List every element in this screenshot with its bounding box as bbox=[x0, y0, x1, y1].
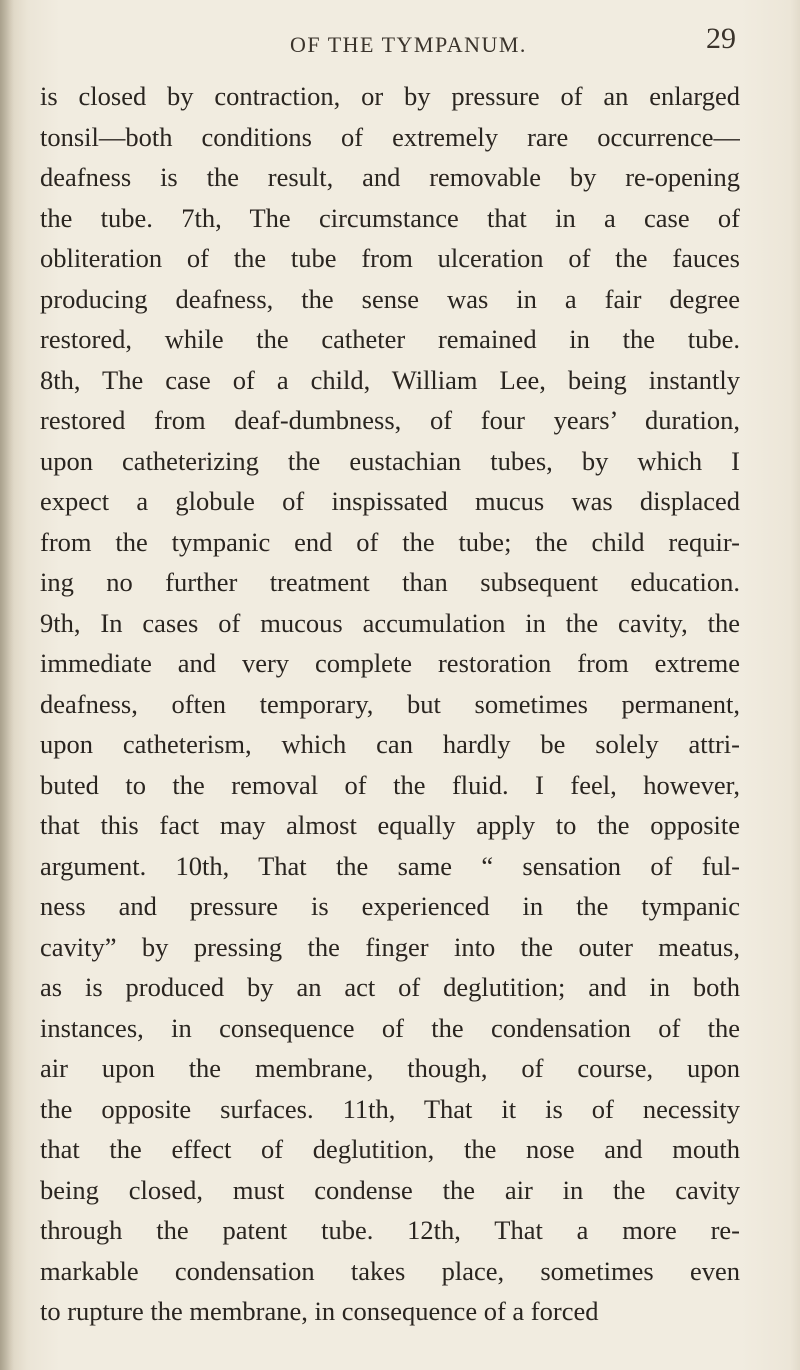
text-line: upon catheterizing the eustachian tubes, by which I bbox=[40, 445, 740, 476]
text-line: argument. 10th, That the same “ sensation of ful- bbox=[40, 850, 740, 881]
running-title: OF THE TYMPANUM. bbox=[290, 32, 527, 57]
text-line: immediate and very complete restoration from extreme bbox=[40, 648, 740, 678]
text-line: expect a globule of inspissated mucus was displaced bbox=[40, 486, 740, 516]
text-line: that the effect of deglutition, the nose and mouth bbox=[40, 1134, 740, 1164]
text-line: ing no further treatment than subsequent education. bbox=[40, 567, 740, 597]
text-line: ness and pressure is experienced in the tympanic bbox=[40, 891, 740, 921]
text-line: being closed, must condense the air in the cavity bbox=[40, 1174, 740, 1205]
text-line: 8th, The case of a child, William Lee, being instantly bbox=[40, 364, 740, 395]
running-head bbox=[0, 22, 800, 62]
text-line: from the tympanic end of the tube; the child requir- bbox=[40, 526, 740, 557]
text-line: restored, while the catheter remained in the tube. bbox=[40, 324, 740, 354]
text-line: producing deafness, the sense was in a fair degree bbox=[40, 283, 740, 314]
text-line: buted to the removal of the fluid. I feel, however, bbox=[40, 769, 740, 800]
body-text bbox=[40, 76, 740, 1332]
text-line: to rupture the membrane, in consequence of a forced bbox=[40, 1296, 599, 1326]
text-line: is closed by contraction, or by pressure of an enlarged bbox=[40, 81, 740, 111]
text-line: instances, in consequence of the condensation of the bbox=[40, 1012, 740, 1043]
text-line: the opposite surfaces. 11th, That it is of necessity bbox=[40, 1093, 740, 1124]
text-line: cavity” by pressing the finger into the outer meatus, bbox=[40, 931, 740, 962]
text-line: through the patent tube. 12th, That a more re- bbox=[40, 1215, 740, 1245]
text-line: deafness, often temporary, but sometimes permanent, bbox=[40, 688, 740, 719]
text-line: markable condensation takes place, sometimes even bbox=[40, 1255, 740, 1286]
binding-gutter-shadow bbox=[0, 0, 14, 1370]
text-line: the tube. 7th, The circumstance that in a case of bbox=[40, 202, 740, 233]
page-number: 29 bbox=[706, 22, 736, 55]
text-line: restored from deaf-dumbness, of four years’ duration, bbox=[40, 405, 740, 435]
text-line: air upon the membrane, though, of course, upon bbox=[40, 1053, 740, 1083]
text-line: 9th, In cases of mucous accumulation in the cavity, the bbox=[40, 607, 740, 638]
text-line: tonsil—both conditions of extremely rare occurrence— bbox=[40, 121, 740, 152]
text-line: obliteration of the tube from ulceration of the fauces bbox=[40, 243, 740, 273]
text-line: upon catheterism, which can hardly be solely attri- bbox=[40, 729, 740, 759]
text-line: deafness is the result, and removable by re-opening bbox=[40, 162, 740, 192]
text-line: as is produced by an act of deglutition; and in both bbox=[40, 972, 740, 1002]
text-line: that this fact may almost equally apply to the opposite bbox=[40, 810, 740, 840]
